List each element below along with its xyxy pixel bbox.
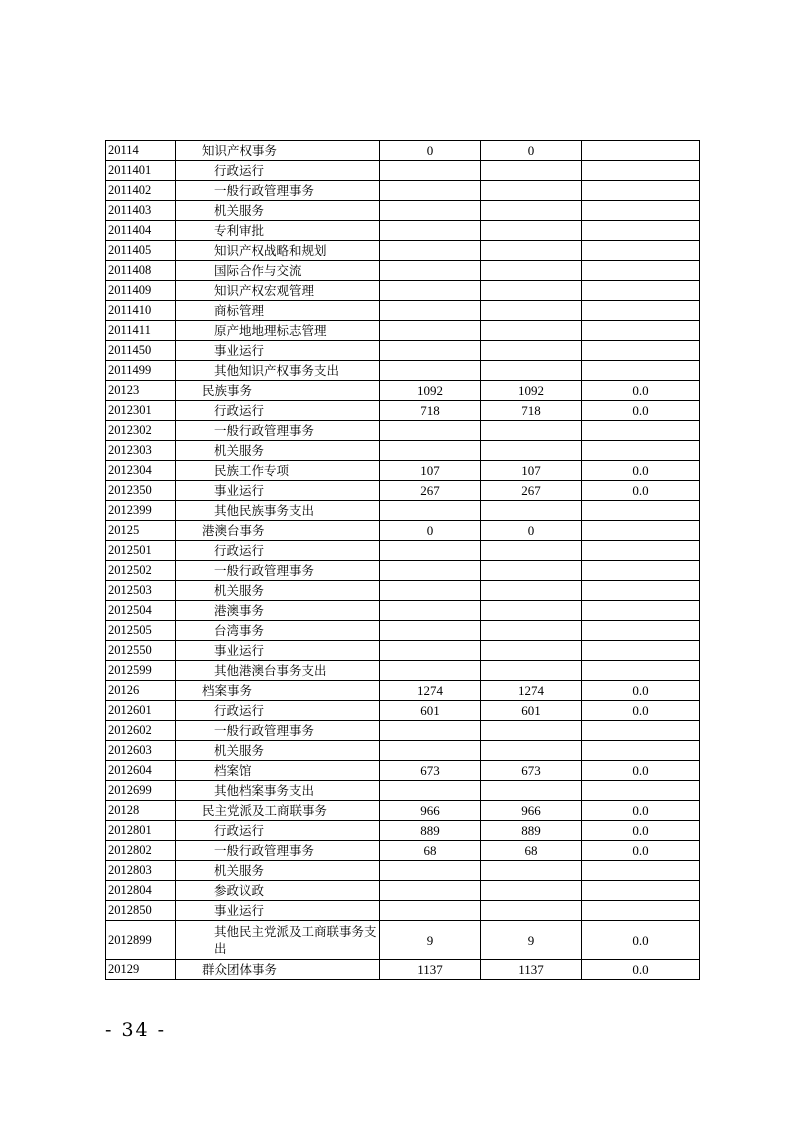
row-name: 原产地地理标志管理 — [176, 321, 380, 341]
row-value-3: 0.0 — [582, 761, 700, 781]
row-code: 2012399 — [106, 501, 176, 521]
row-value-2 — [481, 341, 582, 361]
row-value-2: 267 — [481, 481, 582, 501]
row-value-1 — [380, 501, 481, 521]
table-row — [106, 641, 700, 661]
row-value-1: 1137 — [380, 960, 481, 980]
row-name: 港澳台事务 — [176, 521, 380, 541]
table-row — [106, 401, 700, 421]
row-value-3 — [582, 321, 700, 341]
row-value-2 — [481, 781, 582, 801]
row-code: 2012601 — [106, 701, 176, 721]
row-code: 2012602 — [106, 721, 176, 741]
page-number: - 34 - — [105, 1019, 167, 1041]
table-row — [106, 960, 700, 980]
row-code: 20128 — [106, 801, 176, 821]
row-value-3 — [582, 721, 700, 741]
row-value-1 — [380, 781, 481, 801]
row-code: 20129 — [106, 960, 176, 980]
row-code: 2012804 — [106, 881, 176, 901]
row-value-1 — [380, 861, 481, 881]
row-name: 民族事务 — [176, 381, 380, 401]
row-value-1 — [380, 201, 481, 221]
row-name: 行政运行 — [176, 701, 380, 721]
row-code: 2011499 — [106, 361, 176, 381]
row-value-2: 9 — [481, 921, 582, 960]
row-name: 行政运行 — [176, 161, 380, 181]
row-name: 知识产权宏观管理 — [176, 281, 380, 301]
row-value-1: 889 — [380, 821, 481, 841]
row-value-3 — [582, 341, 700, 361]
row-value-3 — [582, 161, 700, 181]
table-row — [106, 421, 700, 441]
row-value-3: 0.0 — [582, 801, 700, 821]
row-code: 2012501 — [106, 541, 176, 561]
row-code: 2012699 — [106, 781, 176, 801]
table-row — [106, 281, 700, 301]
row-value-2 — [481, 281, 582, 301]
row-value-3 — [582, 501, 700, 521]
row-name: 事业运行 — [176, 481, 380, 501]
row-value-1 — [380, 621, 481, 641]
row-name: 一般行政管理事务 — [176, 181, 380, 201]
row-value-2 — [481, 361, 582, 381]
table-row — [106, 461, 700, 481]
row-name: 其他档案事务支出 — [176, 781, 380, 801]
row-value-1 — [380, 901, 481, 921]
table-row — [106, 241, 700, 261]
row-value-1 — [380, 641, 481, 661]
row-value-3 — [582, 441, 700, 461]
row-value-2 — [481, 161, 582, 181]
row-value-2 — [481, 601, 582, 621]
row-name: 知识产权事务 — [176, 141, 380, 161]
row-name: 一般行政管理事务 — [176, 561, 380, 581]
row-code: 2012503 — [106, 581, 176, 601]
row-value-2 — [481, 581, 582, 601]
row-value-1 — [380, 441, 481, 461]
row-value-3 — [582, 241, 700, 261]
row-value-2: 966 — [481, 801, 582, 821]
row-value-3 — [582, 261, 700, 281]
row-name: 事业运行 — [176, 901, 380, 921]
row-value-1 — [380, 281, 481, 301]
row-value-1: 9 — [380, 921, 481, 960]
table-row — [106, 321, 700, 341]
row-value-3 — [582, 661, 700, 681]
row-value-3 — [582, 301, 700, 321]
row-value-1: 1092 — [380, 381, 481, 401]
row-name: 商标管理 — [176, 301, 380, 321]
row-value-2 — [481, 241, 582, 261]
row-value-3: 0.0 — [582, 481, 700, 501]
row-value-1 — [380, 341, 481, 361]
table-row — [106, 381, 700, 401]
row-value-2 — [481, 861, 582, 881]
row-value-1: 0 — [380, 521, 481, 541]
row-value-2 — [481, 201, 582, 221]
row-value-1 — [380, 421, 481, 441]
row-code: 2012304 — [106, 461, 176, 481]
table-row — [106, 581, 700, 601]
row-value-1 — [380, 601, 481, 621]
row-code: 2012302 — [106, 421, 176, 441]
table-row — [106, 341, 700, 361]
table-row — [106, 141, 700, 161]
row-value-2 — [481, 421, 582, 441]
row-code: 2011404 — [106, 221, 176, 241]
table-row — [106, 821, 700, 841]
row-name: 其他民主党派及工商联事务支出 — [176, 921, 380, 960]
row-value-1 — [380, 661, 481, 681]
row-name: 事业运行 — [176, 341, 380, 361]
row-value-2: 718 — [481, 401, 582, 421]
row-value-1 — [380, 581, 481, 601]
row-value-2: 1274 — [481, 681, 582, 701]
row-code: 2011450 — [106, 341, 176, 361]
row-value-3 — [582, 141, 700, 161]
table-row — [106, 361, 700, 381]
table-row — [106, 161, 700, 181]
table-row — [106, 921, 700, 960]
row-value-3: 0.0 — [582, 381, 700, 401]
row-value-2: 0 — [481, 141, 582, 161]
row-value-3 — [582, 881, 700, 901]
table-row — [106, 201, 700, 221]
row-name: 机关服务 — [176, 201, 380, 221]
row-value-1 — [380, 221, 481, 241]
row-code: 2012350 — [106, 481, 176, 501]
row-value-3 — [582, 521, 700, 541]
table-row — [106, 561, 700, 581]
table-row — [106, 801, 700, 821]
row-value-2 — [481, 561, 582, 581]
table-row — [106, 521, 700, 541]
row-value-2: 1137 — [481, 960, 582, 980]
row-code: 20126 — [106, 681, 176, 701]
row-code: 2011405 — [106, 241, 176, 261]
row-value-2 — [481, 881, 582, 901]
row-value-1: 966 — [380, 801, 481, 821]
row-code: 2011409 — [106, 281, 176, 301]
row-name: 行政运行 — [176, 821, 380, 841]
row-value-1: 0 — [380, 141, 481, 161]
row-name: 国际合作与交流 — [176, 261, 380, 281]
table-row — [106, 541, 700, 561]
row-name: 其他知识产权事务支出 — [176, 361, 380, 381]
row-name: 行政运行 — [176, 541, 380, 561]
row-value-3: 0.0 — [582, 681, 700, 701]
table-row — [106, 781, 700, 801]
table-row — [106, 601, 700, 621]
row-code: 2012603 — [106, 741, 176, 761]
row-value-2 — [481, 181, 582, 201]
row-name: 知识产权战略和规划 — [176, 241, 380, 261]
row-value-2 — [481, 621, 582, 641]
row-name: 参政议政 — [176, 881, 380, 901]
row-value-1: 1274 — [380, 681, 481, 701]
row-value-1: 267 — [380, 481, 481, 501]
row-name: 其他民族事务支出 — [176, 501, 380, 521]
row-value-2 — [481, 901, 582, 921]
row-name: 机关服务 — [176, 861, 380, 881]
row-value-1 — [380, 561, 481, 581]
row-value-2 — [481, 641, 582, 661]
table-row — [106, 441, 700, 461]
row-value-2 — [481, 501, 582, 521]
row-value-2 — [481, 441, 582, 461]
row-value-3: 0.0 — [582, 841, 700, 861]
row-value-3: 0.0 — [582, 701, 700, 721]
row-value-1: 68 — [380, 841, 481, 861]
row-value-2 — [481, 661, 582, 681]
row-value-1 — [380, 261, 481, 281]
budget-table — [105, 140, 700, 980]
row-value-3: 0.0 — [582, 401, 700, 421]
table-row — [106, 481, 700, 501]
row-value-2 — [481, 261, 582, 281]
row-value-2 — [481, 301, 582, 321]
row-value-1 — [380, 361, 481, 381]
table-row — [106, 701, 700, 721]
row-value-2: 0 — [481, 521, 582, 541]
row-value-1 — [380, 721, 481, 741]
row-value-1: 673 — [380, 761, 481, 781]
row-name: 民主党派及工商联事务 — [176, 801, 380, 821]
row-value-3 — [582, 421, 700, 441]
row-value-3: 0.0 — [582, 960, 700, 980]
row-name: 机关服务 — [176, 581, 380, 601]
row-name: 档案事务 — [176, 681, 380, 701]
row-code: 2012301 — [106, 401, 176, 421]
table-row — [106, 501, 700, 521]
row-name: 行政运行 — [176, 401, 380, 421]
row-value-3 — [582, 281, 700, 301]
row-code: 2012801 — [106, 821, 176, 841]
row-code: 2012504 — [106, 601, 176, 621]
row-value-1 — [380, 241, 481, 261]
row-value-3 — [582, 201, 700, 221]
row-name: 档案馆 — [176, 761, 380, 781]
table-row — [106, 301, 700, 321]
row-value-1 — [380, 321, 481, 341]
row-name: 民族工作专项 — [176, 461, 380, 481]
row-code: 20123 — [106, 381, 176, 401]
row-code: 2012850 — [106, 901, 176, 921]
row-code: 2011402 — [106, 181, 176, 201]
row-name: 一般行政管理事务 — [176, 421, 380, 441]
row-value-3 — [582, 741, 700, 761]
table-row — [106, 901, 700, 921]
table-row — [106, 881, 700, 901]
row-name: 其他港澳台事务支出 — [176, 661, 380, 681]
row-code: 20114 — [106, 141, 176, 161]
row-value-3 — [582, 581, 700, 601]
row-code: 2012604 — [106, 761, 176, 781]
row-value-2: 889 — [481, 821, 582, 841]
row-name: 机关服务 — [176, 441, 380, 461]
row-name: 事业运行 — [176, 641, 380, 661]
row-value-3 — [582, 561, 700, 581]
row-name: 群众团体事务 — [176, 960, 380, 980]
row-value-1: 601 — [380, 701, 481, 721]
row-value-1 — [380, 181, 481, 201]
row-value-1 — [380, 161, 481, 181]
row-code: 2012502 — [106, 561, 176, 581]
table-row — [106, 841, 700, 861]
row-name: 一般行政管理事务 — [176, 841, 380, 861]
row-value-3 — [582, 541, 700, 561]
row-name: 港澳事务 — [176, 601, 380, 621]
row-value-1 — [380, 741, 481, 761]
row-name: 台湾事务 — [176, 621, 380, 641]
row-value-1 — [380, 541, 481, 561]
row-value-1: 718 — [380, 401, 481, 421]
row-code: 2012303 — [106, 441, 176, 461]
table-row — [106, 621, 700, 641]
table-row — [106, 721, 700, 741]
row-value-3 — [582, 181, 700, 201]
row-code: 2011408 — [106, 261, 176, 281]
row-value-2: 673 — [481, 761, 582, 781]
budget-table-body — [106, 141, 700, 980]
row-value-2: 1092 — [481, 381, 582, 401]
table-row — [106, 761, 700, 781]
row-value-1 — [380, 301, 481, 321]
row-value-3 — [582, 781, 700, 801]
row-value-1 — [380, 881, 481, 901]
row-code: 2011411 — [106, 321, 176, 341]
row-value-2 — [481, 541, 582, 561]
row-name: 机关服务 — [176, 741, 380, 761]
row-value-3: 0.0 — [582, 821, 700, 841]
row-value-3: 0.0 — [582, 461, 700, 481]
row-name: 专利审批 — [176, 221, 380, 241]
row-code: 2012803 — [106, 861, 176, 881]
row-value-3 — [582, 601, 700, 621]
table-row — [106, 741, 700, 761]
row-code: 2012505 — [106, 621, 176, 641]
row-value-3 — [582, 641, 700, 661]
row-value-3: 0.0 — [582, 921, 700, 960]
row-value-3 — [582, 901, 700, 921]
row-code: 2011410 — [106, 301, 176, 321]
row-value-3 — [582, 861, 700, 881]
table-row — [106, 261, 700, 281]
row-value-2 — [481, 741, 582, 761]
table-row — [106, 221, 700, 241]
row-value-3 — [582, 221, 700, 241]
row-value-1: 107 — [380, 461, 481, 481]
row-code: 2011403 — [106, 201, 176, 221]
table-row — [106, 681, 700, 701]
row-code: 2011401 — [106, 161, 176, 181]
row-value-2: 107 — [481, 461, 582, 481]
row-name: 一般行政管理事务 — [176, 721, 380, 741]
table-row — [106, 861, 700, 881]
table-row — [106, 661, 700, 681]
row-value-3 — [582, 361, 700, 381]
row-value-2 — [481, 221, 582, 241]
row-value-2 — [481, 721, 582, 741]
row-value-3 — [582, 621, 700, 641]
table-row — [106, 181, 700, 201]
row-code: 2012802 — [106, 841, 176, 861]
row-code: 20125 — [106, 521, 176, 541]
row-value-2: 601 — [481, 701, 582, 721]
row-value-2: 68 — [481, 841, 582, 861]
row-code: 2012550 — [106, 641, 176, 661]
row-value-2 — [481, 321, 582, 341]
row-code: 2012599 — [106, 661, 176, 681]
row-code: 2012899 — [106, 921, 176, 960]
